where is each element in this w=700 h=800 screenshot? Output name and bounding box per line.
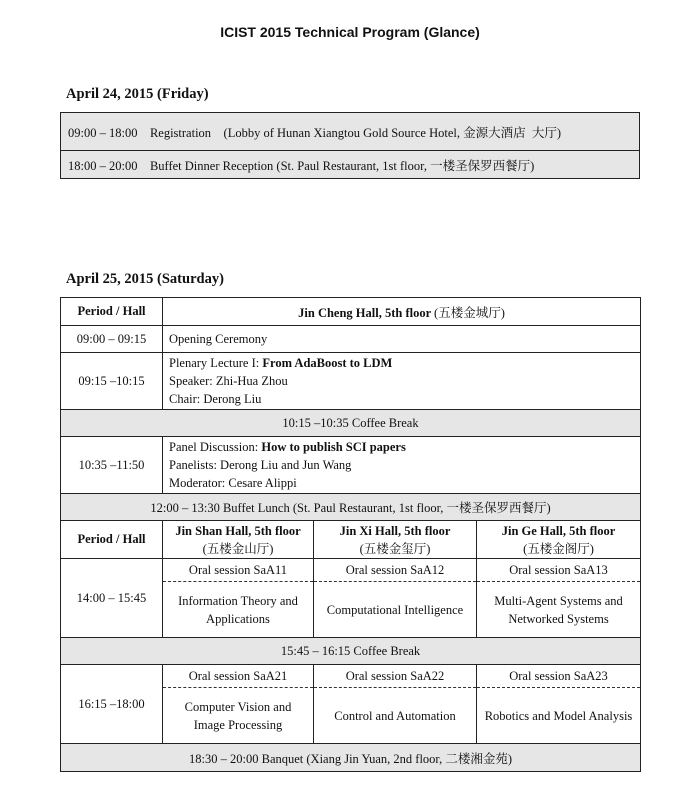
day1-heading: April 24, 2015 (Friday): [66, 86, 209, 102]
table-row: [61, 113, 640, 151]
table-row: [61, 437, 641, 494]
block2-time: 16:15 –18:00: [61, 665, 163, 744]
session-saa12: Oral session SaA12 Computational Intelligence: [314, 559, 477, 638]
table-row: [61, 353, 641, 410]
coffee-break-2: 15:45 – 16:15 Coffee Break: [61, 638, 641, 665]
document-title: ICIST 2015 Technical Program (Glance): [220, 24, 480, 40]
buffet-lunch: 12:00 – 13:30 Buffet Lunch (St. Paul Restaurant, 1st floor, 一楼圣保罗西餐厅): [61, 494, 641, 521]
jin-shan-hall-header: Jin Shan Hall, 5th floor (五楼金山厅): [163, 521, 314, 559]
jin-cheng-hall-header: Jin Cheng Hall, 5th floor (五楼金城厅): [163, 298, 641, 326]
banquet: 18:30 – 20:00 Banquet (Xiang Jin Yuan, 2nd floor, 二楼湘金苑): [61, 744, 641, 772]
table-row: [61, 494, 641, 521]
coffee-break-1: 10:15 –10:35 Coffee Break: [61, 410, 641, 437]
day2-table: [60, 297, 641, 772]
period-header: Period / Hall: [61, 298, 163, 326]
opening-time: 09:00 – 09:15: [61, 326, 163, 353]
period-header-2: Period / Hall: [61, 521, 163, 559]
table-row: [61, 744, 641, 772]
table-row: [61, 521, 641, 559]
session-saa21: Oral session SaA21 Computer Vision and Image Processing: [163, 665, 314, 744]
day2-heading: April 25, 2015 (Saturday): [66, 271, 224, 287]
plenary-lecture: Plenary Lecture I: From AdaBoost to LDM Speaker: Zhi-Hua Zhou Chair: Derong Liu: [163, 353, 641, 410]
table-row: [61, 638, 641, 665]
session-saa13: Oral session SaA13 Multi-Agent Systems and Networked Systems: [477, 559, 641, 638]
panel-discussion: Panel Discussion: How to publish SCI papers Panelists: Derong Liu and Jun Wang Moderator: Cesare Alippi: [163, 437, 641, 494]
table-row: [61, 326, 641, 353]
jin-ge-hall-header: Jin Ge Hall, 5th floor (五楼金阁厅): [477, 521, 641, 559]
day1-table: [60, 112, 640, 179]
session-saa22: Oral session SaA22 Control and Automation: [314, 665, 477, 744]
jin-xi-hall-header: Jin Xi Hall, 5th floor (五楼金玺厅): [314, 521, 477, 559]
dinner-row: 18:00 – 20:00 Buffet Dinner Reception (St. Paul Restaurant, 1st floor, 一楼圣保罗西餐厅): [61, 151, 640, 179]
panel-time: 10:35 –11:50: [61, 437, 163, 494]
opening-ceremony: Opening Ceremony: [163, 326, 641, 353]
registration-row: 09:00 – 18:00 Registration (Lobby of Hunan Xiangtou Gold Source Hotel, 金源大酒店 大厅): [61, 113, 640, 151]
table-row: [61, 298, 641, 326]
table-row: [61, 559, 641, 638]
table-row: [61, 151, 640, 179]
table-row: [61, 410, 641, 437]
session-saa11: Oral session SaA11 Information Theory and Applications: [163, 559, 314, 638]
table-row: [61, 665, 641, 744]
plenary-time: 09:15 –10:15: [61, 353, 163, 410]
session-saa23: Oral session SaA23 Robotics and Model Analysis: [477, 665, 641, 744]
block1-time: 14:00 – 15:45: [61, 559, 163, 638]
